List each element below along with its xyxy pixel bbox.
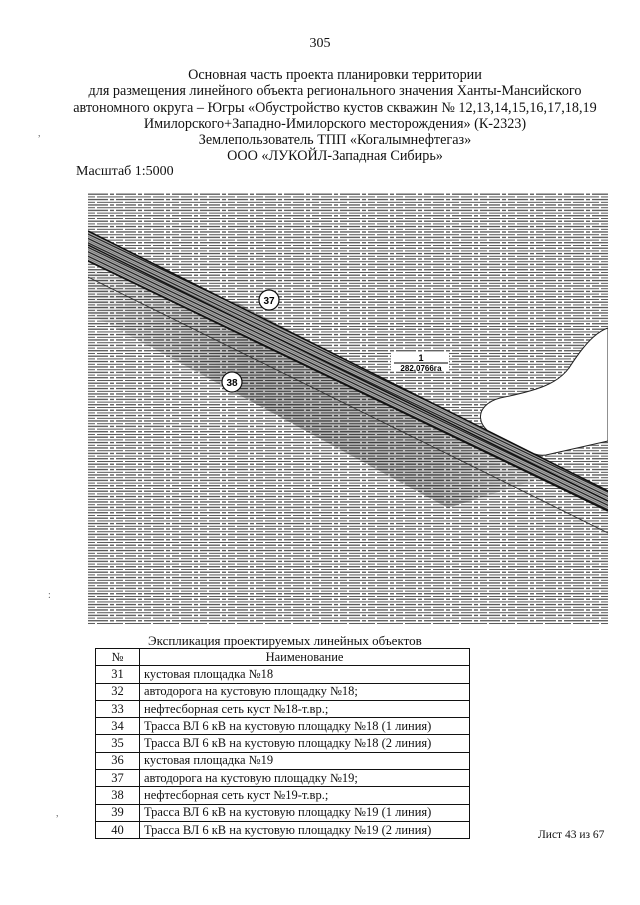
row-name: Трасса ВЛ 6 кВ на кустовую площадку №19 (2 линия) xyxy=(140,821,470,838)
row-number: 40 xyxy=(96,821,140,838)
row-number: 33 xyxy=(96,700,140,717)
row-name: Трасса ВЛ 6 кВ на кустовую площадку №19 (1 линия) xyxy=(140,804,470,821)
row-number: 31 xyxy=(96,666,140,683)
title-line: Основная часть проекта планировки территории xyxy=(188,67,482,83)
title-line: Имилорского+Западно-Имилорского месторождения» (К-2323) xyxy=(143,115,527,132)
legend-table xyxy=(95,648,470,839)
table-row xyxy=(96,683,470,700)
document-title xyxy=(40,67,630,165)
page-number: 305 xyxy=(309,36,331,51)
table-row xyxy=(96,770,470,787)
scan-mark: , xyxy=(56,808,59,819)
column-header-number: № xyxy=(96,649,140,666)
table-row xyxy=(96,787,470,804)
row-number: 38 xyxy=(96,787,140,804)
title-line: для размещения линейного объекта регионального значения Ханты-Мансийского xyxy=(88,83,582,100)
table-row xyxy=(96,700,470,717)
row-number: 37 xyxy=(96,770,140,787)
scan-mark: , xyxy=(38,128,41,139)
row-number: 34 xyxy=(96,718,140,735)
object-37-marker xyxy=(259,290,279,310)
row-number: 36 xyxy=(96,752,140,769)
row-number: 32 xyxy=(96,683,140,700)
table-row xyxy=(96,735,470,752)
row-name: Трасса ВЛ 6 кВ на кустовую площадку №18 (2 линия) xyxy=(140,735,470,752)
parcel-area: 282,0766га xyxy=(400,364,442,373)
row-number: 39 xyxy=(96,804,140,821)
scan-mark: : xyxy=(48,590,51,601)
row-number: 35 xyxy=(96,735,140,752)
object-38-marker xyxy=(222,372,242,392)
legend-header-row xyxy=(96,649,470,666)
row-name: нефтесборная сеть куст №18-т.вр.; xyxy=(140,700,470,717)
parcel-number: 1 xyxy=(418,353,424,363)
object-37-label: 37 xyxy=(263,296,275,307)
table-row xyxy=(96,718,470,735)
table-row xyxy=(96,752,470,769)
row-name: автодорога на кустовую площадку №19; xyxy=(140,770,470,787)
title-line: ООО «ЛУКОЙЛ-Западная Сибирь» xyxy=(227,148,443,165)
table-row xyxy=(96,666,470,683)
row-name: кустовая площадка №18 xyxy=(140,666,470,683)
sheet-label: Лист 43 из 67 xyxy=(538,829,605,841)
table-row xyxy=(96,804,470,821)
row-name: Трасса ВЛ 6 кВ на кустовую площадку №18 (1 линия) xyxy=(140,718,470,735)
title-line: автономного округа – Югры «Обустройство кустов скважин № 12,13,14,15,16,17,18,19 xyxy=(73,99,597,116)
row-name: автодорога на кустовую площадку №18; xyxy=(140,683,470,700)
table-row xyxy=(96,821,470,838)
object-38-label: 38 xyxy=(226,378,238,389)
column-header-name: Наименование xyxy=(140,649,470,666)
scale-label: Масштаб 1:5000 xyxy=(76,164,174,179)
row-name: нефтесборная сеть куст №19-т.вр.; xyxy=(140,787,470,804)
parcel-label xyxy=(391,352,449,373)
planning-map xyxy=(88,193,608,625)
row-name: кустовая площадка №19 xyxy=(140,752,470,769)
title-line: Землепользователь ТПП «Когалымнефтегаз» xyxy=(198,132,472,149)
legend-title: Экспликация проектируемых линейных объектов xyxy=(148,633,422,648)
